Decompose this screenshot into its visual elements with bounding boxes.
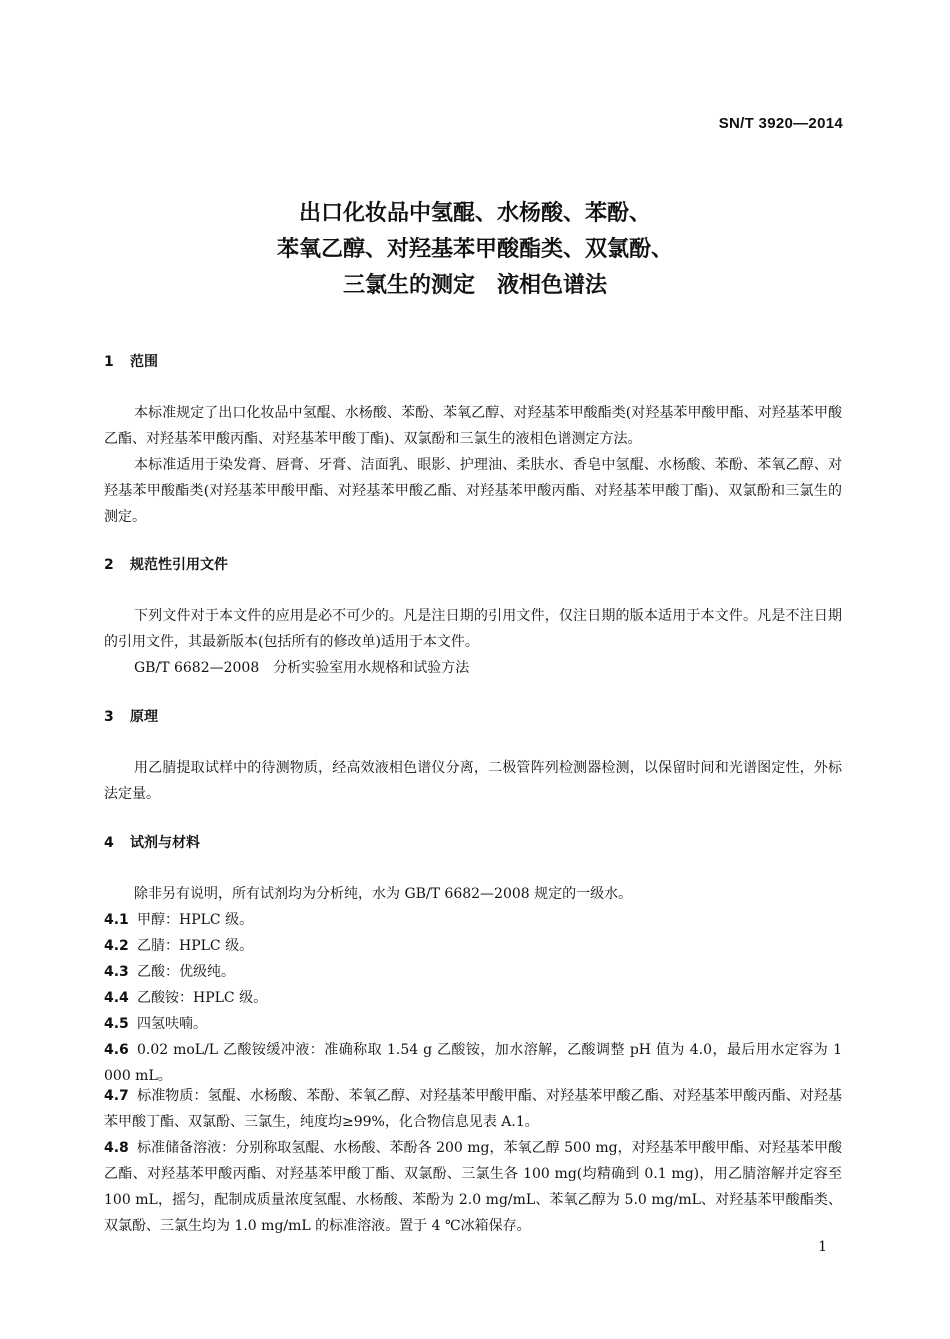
item-text: 标准储备溶液：分别称取氢醌、水杨酸、苯酚各 200 mg，苯氧乙醇 500 mg，对羟基苯甲酸甲酯、对羟基苯甲酸乙酯、对羟基苯甲酸丙酯、对羟基苯甲酸丁酯、双氯酚、三氯生各 100 mg(均精确到 0.1 mg)，用乙腈溶解并定容至 100 mL，摇匀，配制成质量浓度氢醌、水杨酸、苯酚为 2.0 mg/mL、苯氧乙醇为 5.0 mg/mL、对羟基苯甲酸酯类、双氯酚、三氯生均为 1.0 mg/mL 的标准溶液。置于 4 ℃冰箱保存。: [104, 1140, 842, 1234]
list-item: [104, 959, 842, 985]
item-number: 4.8: [104, 1140, 129, 1156]
item-text: 标准物质：氢醌、水杨酸、苯酚、苯氧乙醇、对羟基苯甲酸甲酯、对羟基苯甲酸乙酯、对羟基苯甲酸丙酯、对羟基苯甲酸丁酯、双氯酚、三氯生，纯度均≥99%，化合物信息见表 A.1。: [104, 1088, 842, 1130]
item-text: 乙酸铵：HPLC 级。: [137, 990, 268, 1006]
item-number: 4.7: [104, 1088, 129, 1104]
paragraph: 除非另有说明，所有试剂均为分析纯，水为 GB/T 6682—2008 规定的一级水。: [134, 886, 633, 902]
title-line: 出口化妆品中氢醌、水杨酸、苯酚、: [298, 201, 651, 226]
section-title: 规范性引用文件: [130, 557, 228, 573]
list-item: [104, 1037, 842, 1089]
item-text: 乙腈：HPLC 级。: [137, 938, 254, 954]
item-number: 4.1: [104, 912, 129, 928]
item-text: 0.02 moL/L 乙酸铵缓冲液：准确称取 1.54 g 乙酸铵，加水溶解，乙酸调整 pH 值为 4.0，最后用水定容为 1 000 mL。: [104, 1042, 842, 1084]
item-text: 甲醇：HPLC 级。: [137, 912, 254, 928]
section-heading-normative-references: [104, 554, 228, 574]
section-heading-reagents: [104, 832, 200, 852]
list-item: [104, 1083, 842, 1135]
list-item: [104, 907, 842, 933]
section-heading-scope: [104, 351, 158, 371]
section-title: 原理: [130, 709, 158, 725]
list-item: [104, 1135, 842, 1239]
list-item: [104, 1011, 842, 1037]
paragraph: 用乙腈提取试样中的待测物质，经高效液相色谱仪分离，二极管阵列检测器检测，以保留时间和光谱图定性，外标法定量。: [104, 760, 842, 802]
list-item: [104, 933, 842, 959]
paragraph: 本标准适用于染发膏、唇膏、牙膏、洁面乳、眼影、护理油、柔肤水、香皂中氢醌、水杨酸、苯酚、苯氧乙醇、对羟基苯甲酸酯类(对羟基苯甲酸甲酯、对羟基苯甲酸乙酯、对羟基苯甲酸丙酯、对羟基苯甲酸丁酯)、双氯酚和三氯生的测定。: [104, 457, 842, 525]
title-line: 三氯生的测定 液相色谱法: [342, 273, 607, 298]
page-number: 1: [818, 1239, 827, 1255]
section-title: 试剂与材料: [130, 835, 200, 851]
document-title: [0, 196, 950, 304]
paragraph: 下列文件对于本文件的应用是必不可少的。凡是注日期的引用文件，仅注日期的版本适用于本文件。凡是不注日期的引用文件，其最新版本(包括所有的修改单)适用于本文件。: [104, 608, 842, 650]
section-title: 范围: [130, 354, 158, 370]
title-line: 苯氧乙醇、对羟基苯甲酸酯类、双氯酚、: [276, 237, 673, 262]
item-number: 4.6: [104, 1042, 129, 1058]
paragraph: 本标准规定了出口化妆品中氢醌、水杨酸、苯酚、苯氧乙醇、对羟基苯甲酸酯类(对羟基苯甲酸甲酯、对羟基苯甲酸乙酯、对羟基苯甲酸丙酯、对羟基苯甲酸丁酯)、双氯酚和三氯生的液相色谱测定方法。: [104, 405, 842, 447]
section-number: 3: [104, 709, 114, 725]
list-item: [104, 985, 842, 1011]
item-text: 四氢呋喃。: [137, 1016, 207, 1032]
section-heading-principle: [104, 706, 158, 726]
item-number: 4.5: [104, 1016, 129, 1032]
item-text: 乙酸：优级纯。: [137, 964, 235, 980]
item-number: 4.3: [104, 964, 129, 980]
section-number: 2: [104, 557, 114, 573]
section-number: 1: [104, 354, 114, 370]
item-number: 4.2: [104, 938, 129, 954]
item-number: 4.4: [104, 990, 129, 1006]
section-number: 4: [104, 835, 114, 851]
standard-code: SN/T 3920—2014: [718, 115, 843, 132]
reference-document: GB/T 6682—2008 分析实验室用水规格和试验方法: [134, 660, 470, 676]
